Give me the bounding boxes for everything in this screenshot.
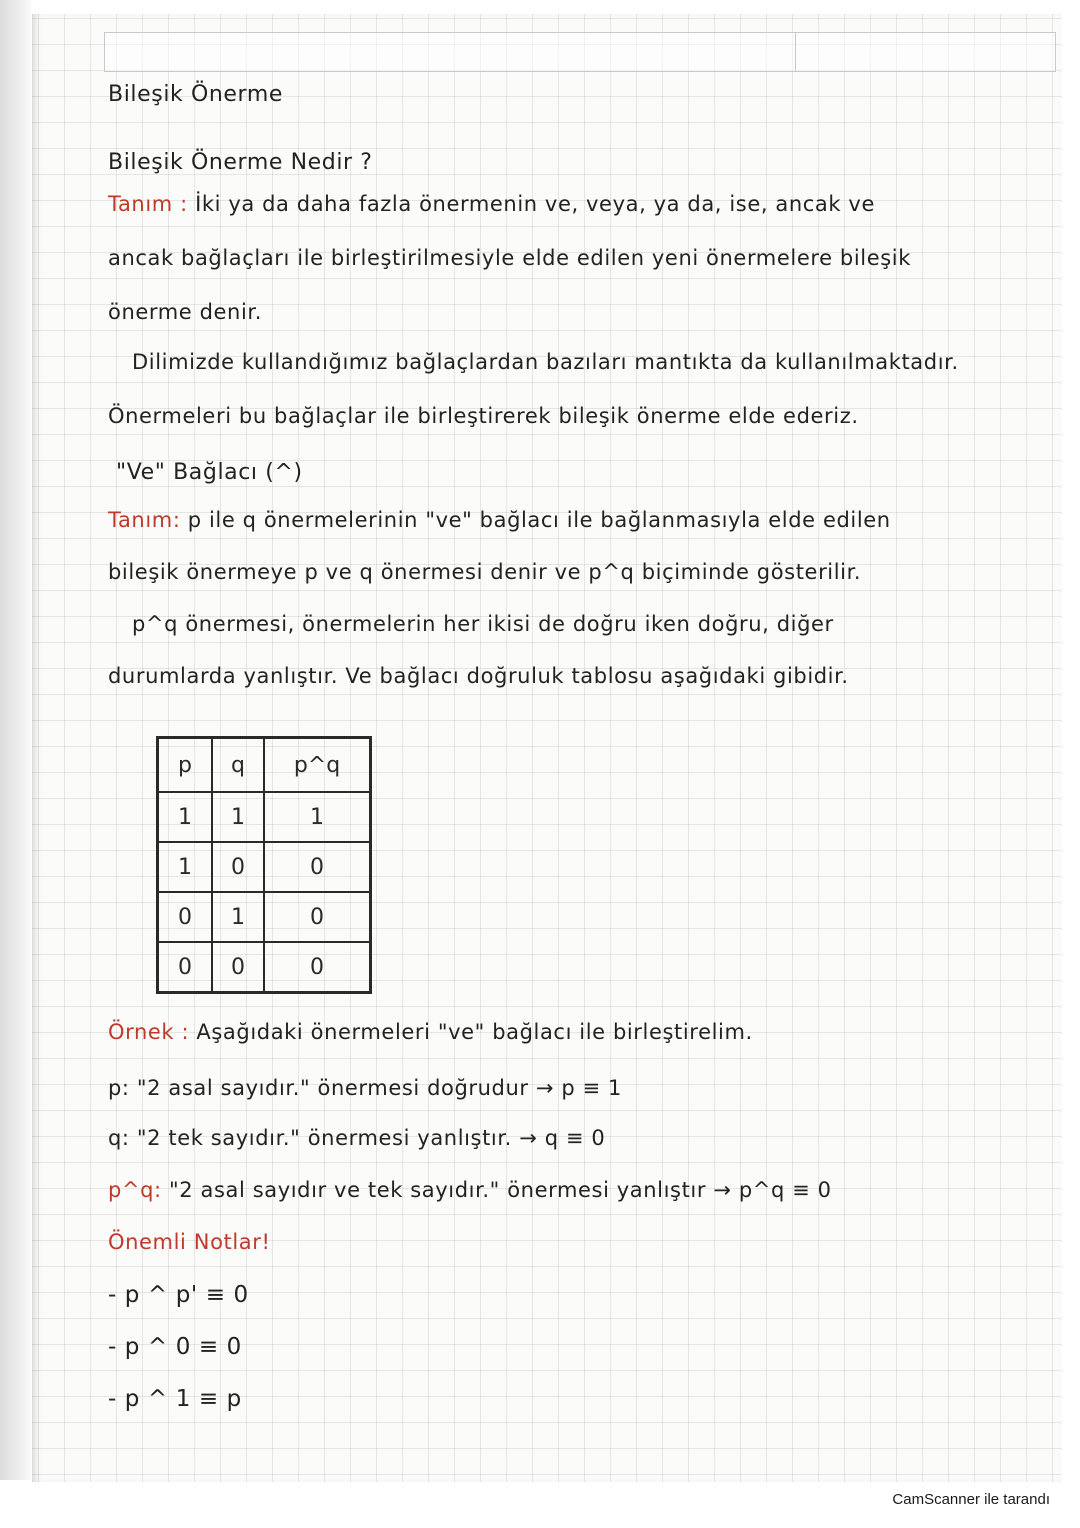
example-pq-text: "2 asal sayıdır ve tek sayıdır." önermesi yanlıştır → p^q ≡ 0 [169, 1178, 832, 1202]
truth-table-header-pq: p^q [264, 738, 371, 793]
example-pq-line [108, 1178, 832, 1202]
note-item: - p ^ 0 ≡ 0 [108, 1334, 242, 1360]
note-item: - p ^ 1 ≡ p [108, 1386, 242, 1412]
truth-table-cell: 1 [158, 792, 213, 842]
definition-2-line-2: bileşik önermeye p ve q önermesi denir ve p^q biçiminde gösterilir. [108, 560, 862, 584]
truth-table-row [158, 792, 371, 842]
section-heading-ve: "Ve" Bağlacı (^) [116, 460, 303, 485]
definition-2-text-1: p ile q önermelerinin "ve" bağlacı ile bağlanmasıyla elde edilen [187, 508, 891, 532]
header-divider [795, 33, 796, 71]
notes-heading: Önemli Notlar! [108, 1230, 271, 1254]
example-pq-label: p^q: [108, 1178, 162, 1202]
definition-2-label: Tanım: [108, 508, 181, 532]
definition-1-line-1 [108, 192, 875, 216]
page-edge-shadow [0, 0, 34, 1480]
truth-table-row [158, 892, 371, 942]
truth-table-cell: 0 [158, 892, 213, 942]
truth-table-row [158, 842, 371, 892]
definition-2-line-4: durumlarda yanlıştır. Ve bağlacı doğruluk tablosu aşağıdaki gibidir. [108, 664, 849, 688]
definition-1-line-3: önerme denir. [108, 300, 262, 324]
truth-table-row [158, 942, 371, 993]
truth-table-cell: 0 [264, 942, 371, 993]
note-item: - p ^ p' ≡ 0 [108, 1282, 249, 1308]
paragraph-line-2: Önermeleri bu bağlaçlar ile birleştirerek bileşik önerme elde ederiz. [108, 404, 859, 428]
example-q-line: q: "2 tek sayıdır." önermesi yanlıştır. → q ≡ 0 [108, 1126, 606, 1150]
truth-table-cell: 1 [212, 892, 264, 942]
example-label: Örnek : [108, 1020, 190, 1044]
truth-table-cell: 1 [158, 842, 213, 892]
definition-1-line-2: ancak bağlaçları ile birleştirilmesiyle elde edilen yeni önermelere bileşik [108, 246, 911, 270]
page-subtitle: Bileşik Önerme Nedir ? [108, 150, 373, 175]
page-header-box [104, 32, 1056, 72]
definition-2-line-3: p^q önermesi, önermelerin her ikisi de doğru iken doğru, diğer [132, 612, 834, 636]
truth-table-cell: 0 [212, 842, 264, 892]
truth-table-header-row [158, 738, 371, 793]
page-title: Bileşik Önerme [108, 82, 283, 107]
definition-1-label: Tanım : [108, 192, 188, 216]
truth-table-header-p: p [158, 738, 213, 793]
truth-table-cell: 0 [158, 942, 213, 993]
truth-table-cell: 0 [212, 942, 264, 993]
notebook-page [32, 14, 1062, 1482]
truth-table [156, 736, 372, 994]
example-intro-line [108, 1020, 753, 1044]
definition-2-line-1 [108, 508, 891, 532]
paragraph-line-1: Dilimizde kullandığımız bağlaçlardan bazıları mantıkta da kullanılmaktadır. [132, 350, 959, 374]
truth-table-cell: 1 [264, 792, 371, 842]
truth-table-cell: 0 [264, 842, 371, 892]
example-p-line: p: "2 asal sayıdır." önermesi doğrudur → p ≡ 1 [108, 1076, 622, 1100]
scanner-watermark: CamScanner ile tarandı [892, 1491, 1050, 1508]
truth-table-cell: 0 [264, 892, 371, 942]
example-intro: Aşağıdaki önermeleri "ve" bağlacı ile birleştirelim. [196, 1020, 753, 1044]
definition-1-text-1: İki ya da daha fazla önermenin ve, veya, ya da, ise, ancak ve [195, 192, 875, 216]
truth-table-header-q: q [212, 738, 264, 793]
truth-table-cell: 1 [212, 792, 264, 842]
